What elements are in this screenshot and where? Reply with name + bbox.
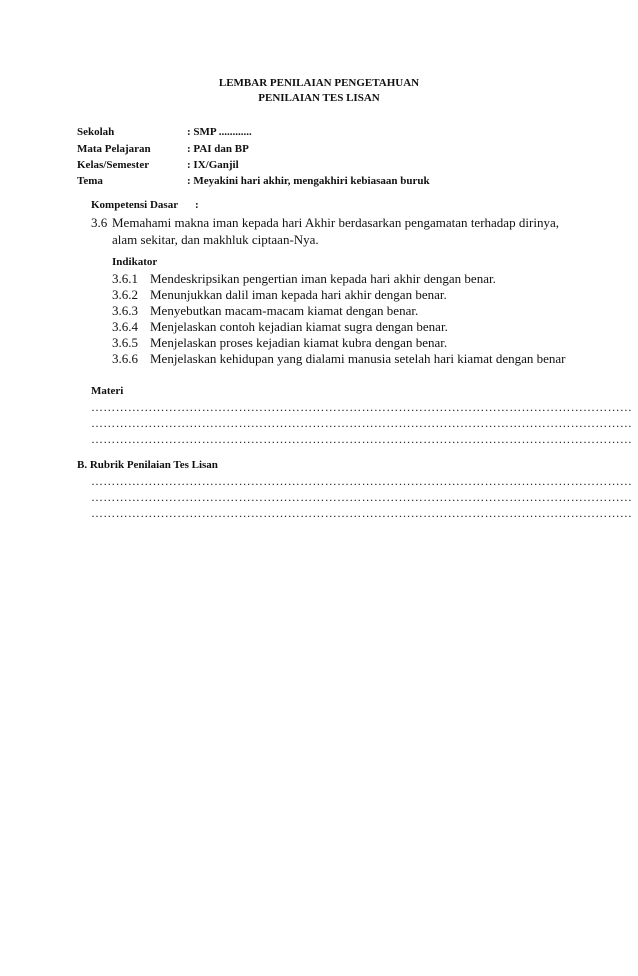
kompetensi-heading: Kompetensi Dasar: [91, 199, 179, 211]
materi-line: ……………………………………………………………………………………………………………………: [91, 432, 633, 446]
rubrik-line: ……………………………………………………………………………………………………………………: [91, 506, 633, 520]
identity-value-mapel: : PAI dan BP: [187, 143, 249, 155]
indikator-num: 3.6.2: [112, 287, 138, 302]
materi-line: ……………………………………………………………………………………………………………………: [91, 416, 633, 430]
rubrik-line: ……………………………………………………………………………………………………………………: [91, 490, 633, 504]
indikator-heading: Indikator: [112, 256, 158, 268]
identity-label-kelas: Kelas/Semester: [77, 159, 150, 171]
indikator-text: Menjelaskan proses kejadian kiamat kubra dengan benar.: [150, 335, 448, 350]
materi-heading: Materi: [91, 385, 124, 397]
kompetensi-number: 3.6: [91, 215, 108, 230]
indikator-num: 3.6.5: [112, 335, 138, 350]
kompetensi-text-line1: Memahami makna iman kepada hari Akhir berdasarkan pengamatan terhadap dirinya,: [112, 215, 559, 230]
indikator-text: Menyebutkan macam-macam kiamat dengan benar.: [150, 303, 419, 318]
document-title-line1: LEMBAR PENILAIAN PENGETAHUAN: [218, 77, 420, 89]
kompetensi-colon: :: [195, 199, 199, 211]
indikator-text: Menjelaskan kehidupan yang dialami manusia setelah hari kiamat dengan benar: [150, 351, 566, 366]
indikator-num: 3.6.1: [112, 271, 138, 286]
rubrik-heading: B. Rubrik Penilaian Tes Lisan: [77, 459, 218, 471]
indikator-num: 3.6.4: [112, 319, 138, 334]
indikator-text: Mendeskripsikan pengertian iman kepada hari akhir dengan benar.: [150, 271, 496, 286]
identity-label-sekolah: Sekolah: [77, 126, 115, 138]
kompetensi-text-line2: alam sekitar, dan makhluk ciptaan-Nya.: [112, 232, 319, 247]
materi-line: ……………………………………………………………………………………………………………………: [91, 400, 633, 414]
indikator-num: 3.6.6: [112, 351, 138, 366]
identity-label-mapel: Mata Pelajaran: [77, 143, 151, 155]
identity-label-tema: Tema: [77, 175, 103, 187]
rubrik-line: ……………………………………………………………………………………………………………………: [91, 474, 633, 488]
indikator-num: 3.6.3: [112, 303, 138, 318]
indikator-text: Menunjukkan dalil iman kepada hari akhir dengan benar.: [150, 287, 447, 302]
indikator-text: Menjelaskan contoh kejadian kiamat sugra dengan benar.: [150, 319, 448, 334]
document-title-line2: PENILAIAN TES LISAN: [258, 92, 380, 104]
identity-value-tema: : Meyakini hari akhir, mengakhiri kebiasaan buruk: [187, 175, 430, 187]
identity-value-kelas: : IX/Ganjil: [187, 159, 239, 171]
identity-value-sekolah: : SMP ............: [187, 126, 252, 138]
